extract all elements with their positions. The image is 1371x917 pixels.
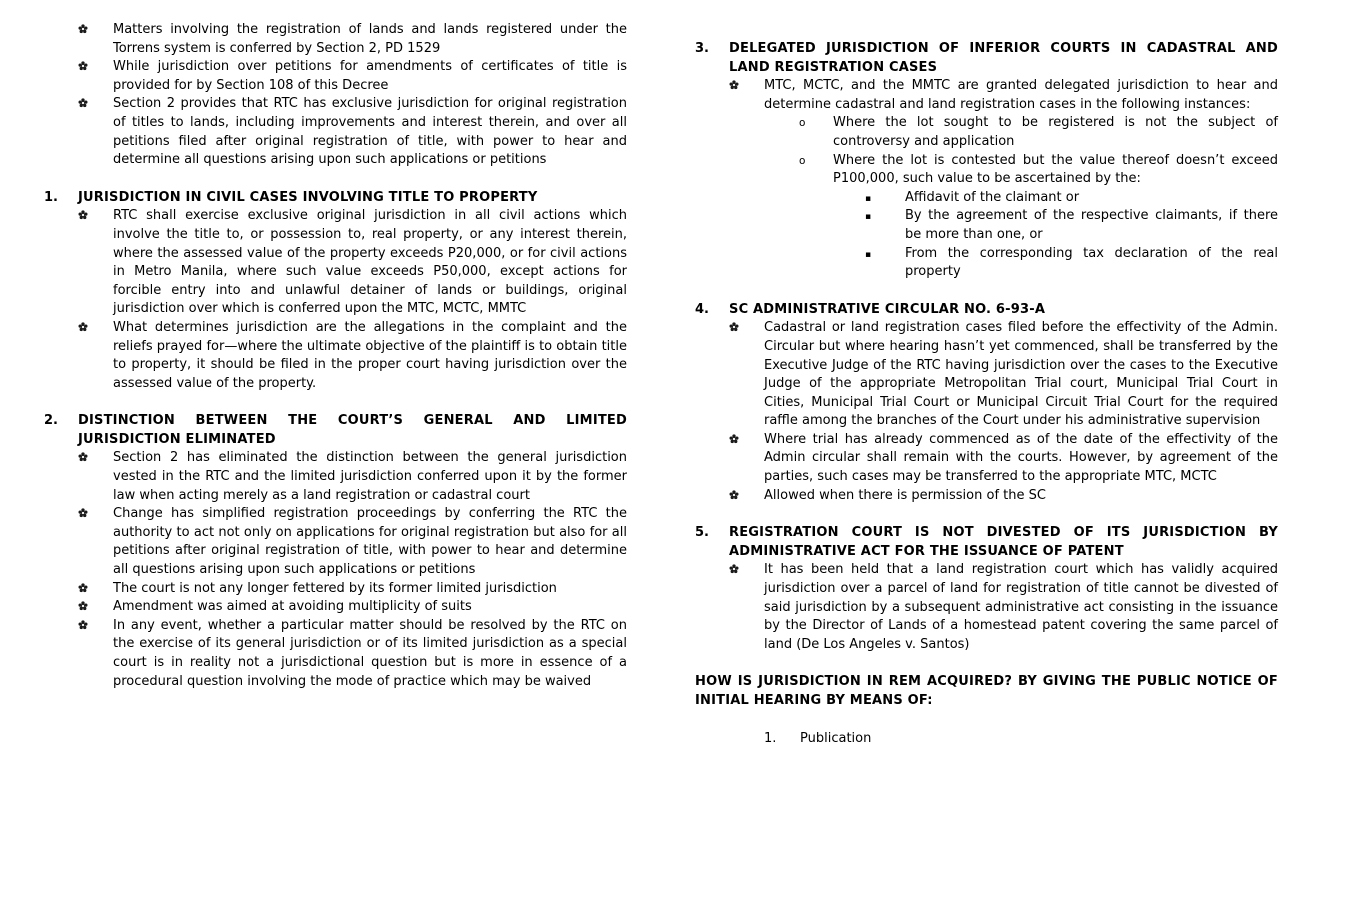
circle-bullet-icon: o: [799, 154, 806, 167]
flower-bullet-icon: [78, 620, 88, 630]
bullet-item-text: By the agreement of the respective claimants, if there be more than one, or: [905, 208, 1278, 242]
list-block: [44, 21, 627, 170]
flower-bullet-icon: [78, 583, 88, 593]
section-number: 1.: [44, 189, 58, 205]
bullet-item: [44, 21, 627, 58]
section-title: JURISDICTION IN CIVIL CASES INVOLVING TITLE TO PROPERTY: [78, 189, 538, 205]
bullet-item-text: It has been held that a land registration court which has validly acquired jurisdiction over a parcel of land for registration of title cannot be divested of said jurisdiction by a subsequent administrative act consisting in the issuance by the Director of Lands of a homestead patent covering the same parcel of land (De Los Angeles v. Santos): [764, 562, 1278, 652]
item-number: 1.: [764, 730, 777, 746]
numbered-item-text: Publication: [800, 730, 872, 746]
bullet-item: [44, 319, 627, 393]
section-block: [695, 40, 1278, 282]
bullet-item: [44, 617, 627, 691]
section-block: [695, 301, 1278, 506]
bullet-item: [695, 77, 1278, 114]
flower-bullet-icon: [78, 24, 88, 34]
bullet-item-text: Cadastral or land registration cases filed before the effectivity of the Admin. Circular but where hearing hasn’t yet commenced, shall be transferred by the Executive Judge of the RTC having jurisdiction over the cases to the Executive Judge of the appropriate Metropolitan Trial court, Municipal Trial Court in Cities, Municipal Trial Court or Municipal Circuit Trial Court for the required raffle among the branches of the Court under his administrative supervision: [764, 320, 1278, 429]
section-heading: [695, 301, 1278, 320]
section-title: DISTINCTION BETWEEN THE COURT’S GENERAL AND LIMITED JURISDICTION ELIMINATED: [78, 413, 627, 447]
bullet-item: [695, 189, 1278, 208]
bullet-item: [44, 207, 627, 319]
bullet-item-text: Section 2 has eliminated the distinction between the general jurisdiction vested in the RTC and the limited jurisdiction conferred upon it by the former law when acting merely as a land registration or cadastral court: [113, 450, 627, 503]
bullet-item-text: Amendment was aimed at avoiding multiplicity of suits: [113, 599, 472, 615]
flower-bullet-icon: [729, 564, 739, 574]
bullet-item-text: Section 2 provides that RTC has exclusive jurisdiction for original registration of titles to lands, including improvements and interest therein, and over all petitions filed after original registration of title, with power to hear and determine all questions arising upon such applications or petitions: [113, 96, 627, 168]
numbered-item: [695, 730, 1278, 749]
bullet-item-text: While jurisdiction over petitions for amendments of certificates of title is provided for by Section 108 of this Decree: [113, 59, 627, 93]
bullet-item-text: In any event, whether a particular matter should be resolved by the RTC on the exercise of its general jurisdiction or of its limited jurisdiction as a special court is in reality not a jurisdictional question but is more in essence of a procedural question involving the mode of practice which may be waived: [113, 617, 627, 689]
bullet-item: [695, 114, 1278, 151]
column-left: [44, 21, 627, 917]
flower-bullet-icon: [78, 98, 88, 108]
section-block: [44, 189, 627, 394]
bullet-item-text: The court is not any longer fettered by its former limited jurisdiction: [113, 580, 557, 596]
bullet-item-text: MTC, MCTC, and the MMTC are granted delegated jurisdiction to hear and determine cadastral and land registration cases in the following instances:: [764, 78, 1278, 112]
heading-block: [695, 673, 1278, 710]
section-number: 2.: [44, 413, 58, 429]
section-title: DELEGATED JURISDICTION OF INFERIOR COURTS IN CADASTRAL AND LAND REGISTRATION CASES: [729, 41, 1278, 75]
section-heading: [44, 189, 627, 208]
bullet-item: [44, 598, 627, 617]
section-number: 5.: [695, 525, 709, 541]
bullet-item: [695, 207, 1278, 244]
bullet-item-text: RTC shall exercise exclusive original jurisdiction in all civil actions which involve the title to, or possession to, real property, or any interest therein, where the assessed value of the property exceeds P20,000, or for civil actions in Metro Manila, where such value exceeds P50,000, except actions for forcible entry into and unlawful detainer of lands or buildings, original jurisdiction over which is conferred upon the MTC, MCTC, MMTC: [113, 208, 627, 317]
square-bullet-icon: ▪: [865, 212, 872, 223]
flower-bullet-icon: [729, 434, 739, 444]
section-number: 4.: [695, 301, 709, 317]
section-title: SC ADMINISTRATIVE CIRCULAR NO. 6-93-A: [729, 301, 1046, 317]
flower-bullet-icon: [78, 322, 88, 332]
section-block: [44, 412, 627, 691]
flower-bullet-icon: [78, 601, 88, 611]
bullet-item-text: Where trial has already commenced as of the date of the effectivity of the Admin circular shall remain with the courts. However, by agreement of the parties, such cases may be transferred to the appropriate MTC, MCTC: [764, 431, 1278, 485]
square-bullet-icon: ▪: [865, 249, 872, 260]
bullet-item: [695, 319, 1278, 431]
bullet-item-text: Affidavit of the claimant or: [905, 189, 1080, 205]
section-title: REGISTRATION COURT IS NOT DIVESTED OF ITS JURISDICTION BY ADMINISTRATIVE ACT FOR THE ISSUANCE OF PATENT: [729, 525, 1278, 559]
standalone-heading: HOW IS JURISDICTION IN REM ACQUIRED? BY GIVING THE PUBLIC NOTICE OF INITIAL HEARING BY MEANS OF:: [695, 674, 1278, 708]
bullet-item-text: Matters involving the registration of lands and lands registered under the Torrens system is conferred by Section 2, PD 1529: [113, 22, 627, 56]
bullet-item-text: Where the lot sought to be registered is not the subject of controversy and application: [833, 115, 1278, 149]
flower-bullet-icon: [78, 61, 88, 71]
bullet-item-text: From the corresponding tax declaration of the real property: [905, 245, 1278, 280]
bullet-item: [44, 95, 627, 169]
flower-bullet-icon: [729, 80, 739, 90]
column-right: [695, 21, 1278, 917]
circle-bullet-icon: o: [799, 117, 806, 130]
bullet-item: [695, 561, 1278, 654]
flower-bullet-icon: [729, 322, 739, 332]
bullet-item-text: Allowed when there is permission of the SC: [764, 487, 1046, 503]
flower-bullet-icon: [78, 210, 88, 220]
bullet-item: [695, 245, 1278, 282]
bullet-item-text: What determines jurisdiction are the allegations in the complaint and the reliefs prayed for—where the ultimate objective of the plaintiff is to obtain title to property, it should be filed in the proper court having jurisdiction over the assessed value of the property.: [113, 319, 627, 391]
bullet-item: [44, 505, 627, 579]
section-heading: [44, 412, 627, 449]
flower-bullet-icon: [729, 490, 739, 500]
section-heading: [695, 40, 1278, 77]
section-block: [695, 524, 1278, 654]
bullet-item-text: Change has simplified registration proceedings by conferring the RTC the authority to act not only on applications for original registration but also for all petitions after original registration of title, with power to hear and determine all questions arising upon such applications or petitions: [113, 506, 627, 578]
bullet-item: [695, 431, 1278, 487]
bullet-item: [44, 449, 627, 505]
flower-bullet-icon: [78, 508, 88, 518]
bullet-item-text: Where the lot is contested but the value thereof doesn’t exceed P100,000, such value to be ascertained by the:: [833, 152, 1278, 187]
bullet-item: [44, 580, 627, 599]
section-heading: [695, 524, 1278, 561]
square-bullet-icon: ▪: [865, 193, 872, 204]
numlist-block: [695, 730, 1278, 749]
flower-bullet-icon: [78, 452, 88, 462]
bullet-item: [695, 487, 1278, 506]
bullet-item: [695, 152, 1278, 189]
bullet-item: [44, 58, 627, 95]
section-number: 3.: [695, 41, 709, 56]
